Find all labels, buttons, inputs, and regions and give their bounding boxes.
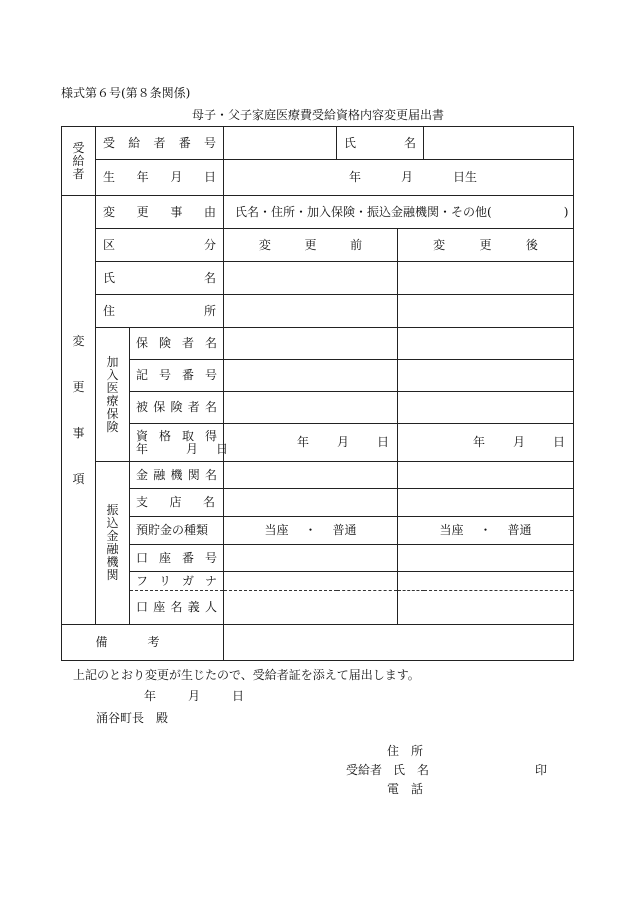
symbol-before-field[interactable] (224, 360, 398, 392)
insurer-before-field[interactable] (224, 328, 398, 360)
before-change-header: 変 更 前 (224, 229, 398, 262)
insured-person-label: 被 保 険 者 名 (130, 392, 224, 424)
account-before-field[interactable] (224, 545, 398, 572)
applicant-prefix: 受給者 (346, 763, 383, 777)
name-after-field[interactable] (398, 262, 574, 295)
acquired-before-field[interactable]: 年 月 日 (224, 424, 398, 462)
account-number-label: 口 座 番 号 (130, 545, 224, 572)
category-label: 区 分 (96, 229, 224, 262)
form-title: 母子・父子家庭医療費受給資格内容変更届出書 (192, 108, 445, 122)
acquired-date-label: 資 格 取 得 年 月 日 (130, 424, 224, 462)
addressee: 涌谷町長 殿 (96, 711, 169, 725)
applicant-phone-label: 電 話 (387, 782, 424, 796)
changes-group-label: 変 更 事 項 (62, 196, 96, 625)
branch-before-field[interactable] (224, 489, 398, 517)
recipient-number-field[interactable] (224, 127, 337, 160)
insurer-label: 保 険 者 名 (130, 328, 224, 360)
applicant-address-label: 住 所 (387, 744, 424, 758)
deposit-type-after[interactable]: 当座 ・ 普通 (398, 517, 574, 545)
change-address-label: 住 所 (96, 295, 224, 328)
bank-before-field[interactable] (224, 462, 398, 489)
applicant-name-label: 氏 名 (393, 763, 430, 777)
change-reason-options[interactable]: 氏名・住所・加入保険・振込金融機関・その他( ) (224, 196, 574, 229)
deposit-type-label: 預貯金の種類 (130, 517, 224, 545)
branch-after-field[interactable] (398, 489, 574, 517)
account-holder-label: 口 座 名 義 人 (130, 591, 224, 625)
furigana-label: フ リ ガ ナ (130, 572, 224, 591)
remarks-label: 備 考 (62, 625, 224, 661)
birth-label: 生 年 月 日 (96, 160, 224, 196)
change-reason-label: 変 更 事 由 (96, 196, 224, 229)
acquired-after-field[interactable]: 年 月 日 (398, 424, 574, 462)
address-before-field[interactable] (224, 295, 398, 328)
furigana-before-field[interactable] (224, 572, 398, 591)
account-after-field[interactable] (398, 545, 574, 572)
holder-before-field[interactable] (224, 591, 398, 625)
change-name-label: 氏 名 (96, 262, 224, 295)
insured-before-field[interactable] (224, 392, 398, 424)
deposit-type-before[interactable]: 当座 ・ 普通 (224, 517, 398, 545)
form-number: 様式第６号(第８条関係) (61, 86, 191, 100)
name-before-field[interactable] (224, 262, 398, 295)
symbol-after-field[interactable] (398, 360, 574, 392)
change-form-table (61, 126, 574, 661)
recipient-name-field[interactable] (424, 127, 574, 160)
insurance-group-label: 加 入 医 療 保 険 (96, 328, 130, 462)
symbol-number-label: 記 号 番 号 (130, 360, 224, 392)
birth-date-field[interactable]: 年 月 日生 (224, 160, 574, 196)
remarks-field[interactable] (224, 625, 574, 661)
bank-group-label: 振 込 金 融 機 関 (96, 462, 130, 625)
recipient-name-label: 氏 名 (337, 127, 424, 160)
after-change-header: 変 更 後 (398, 229, 574, 262)
furigana-after-field[interactable] (398, 572, 574, 591)
address-after-field[interactable] (398, 295, 574, 328)
recipient-group-label: 受 給 者 (62, 127, 96, 196)
insured-after-field[interactable] (398, 392, 574, 424)
recipient-number-label: 受 給 者 番 号 (96, 127, 224, 160)
declaration-date[interactable]: 年 月 日 (144, 689, 245, 703)
bank-name-label: 金 融 機 関 名 (130, 462, 224, 489)
branch-label: 支 店 名 (130, 489, 224, 517)
declaration-statement: 上記のとおり変更が生じたので、受給者証を添えて届出します。 (73, 668, 420, 682)
insurer-after-field[interactable] (398, 328, 574, 360)
bank-after-field[interactable] (398, 462, 574, 489)
holder-after-field[interactable] (398, 591, 574, 625)
seal-mark: 印 (535, 763, 548, 777)
